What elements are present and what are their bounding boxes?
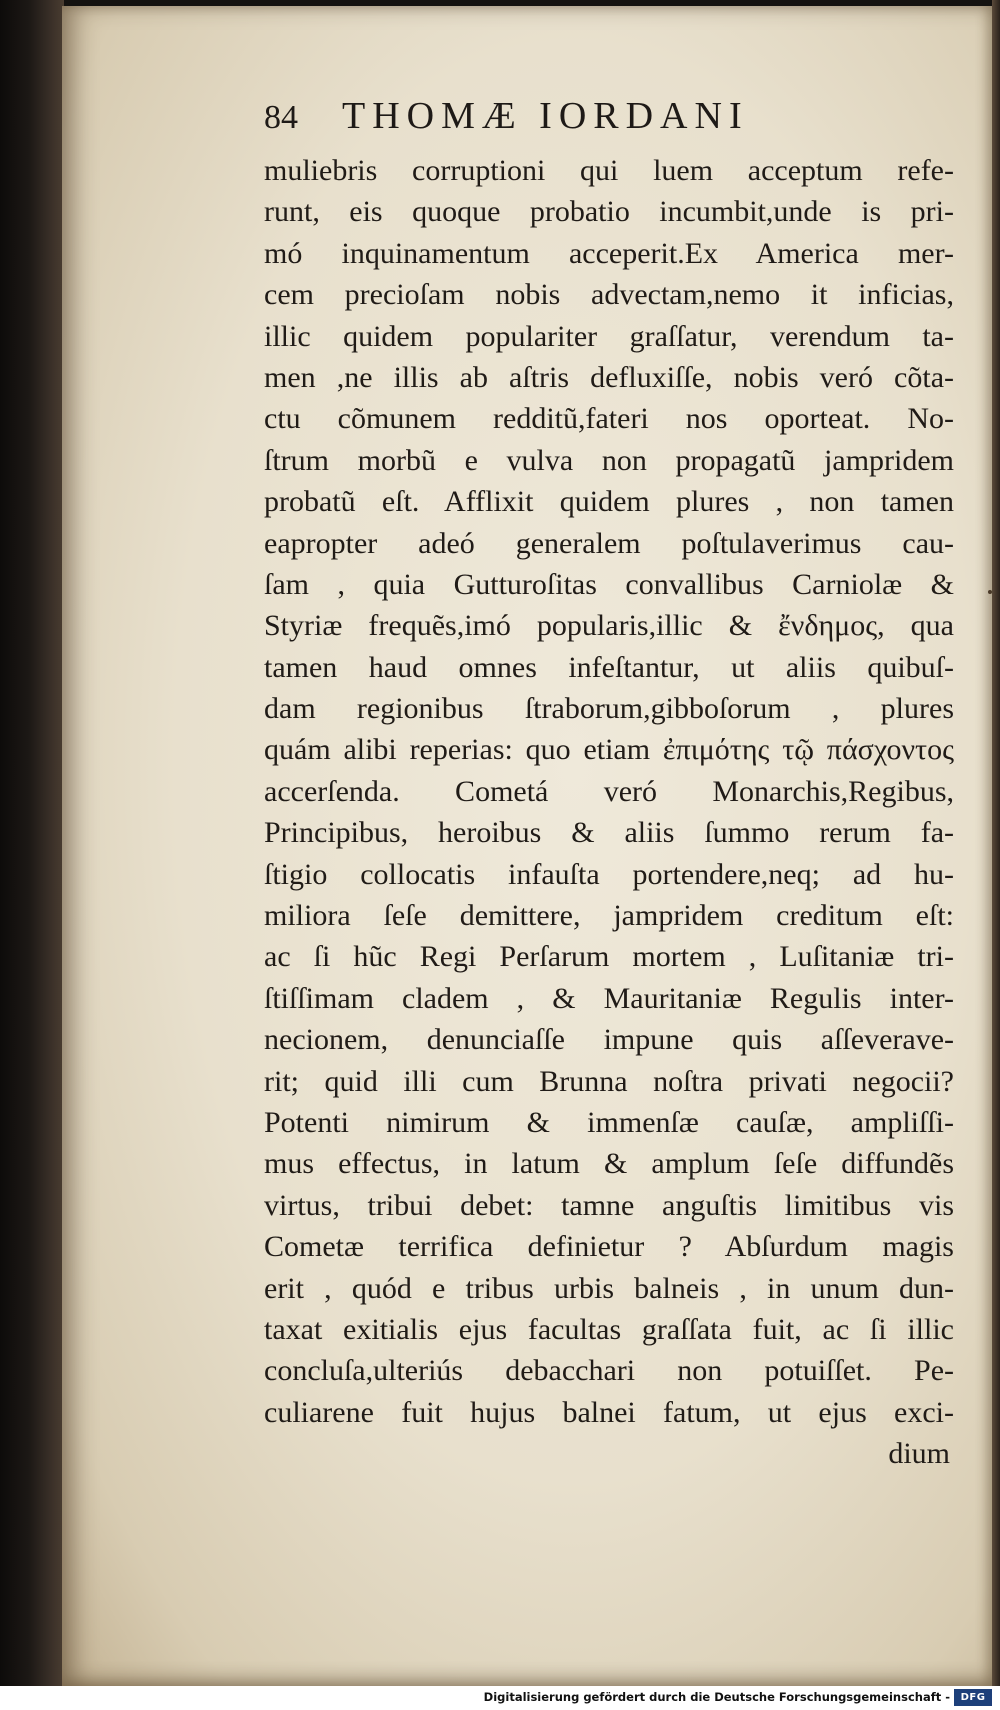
text-line: necionem, denunciaſſe impune quis aſſeverave-	[264, 1023, 954, 1057]
text-line: cem precioſam nobis advectam,nemo it inficias,	[264, 278, 954, 312]
text-line: erit , quód e tribus urbis balneis , in unum dun-	[264, 1271, 954, 1305]
dfg-logo: DFG	[954, 1689, 992, 1706]
text-line: muliebris corruptioni qui luem acceptum refe-	[264, 154, 954, 187]
text-line: accerſenda. Cometá veró Monarchis,Regibus,	[264, 774, 954, 808]
text-line: dam regionibus ſtraborum,gibboſorum , plures	[264, 692, 954, 726]
text-line: probatũ eſt. Afflixit quidem plures , non tamen	[264, 485, 954, 519]
text-line: men ,ne illis ab aſtris defluxiſſe, nobis veró cõta-	[264, 360, 954, 394]
text-line: Cometæ terrifica definietur ? Abſurdum magis	[264, 1230, 954, 1264]
catchword: dium	[888, 1437, 950, 1471]
page-edge	[992, 0, 1000, 1690]
book-spine-shadow	[0, 0, 64, 1710]
funding-credit: Digitalisierung gefördert durch die Deutsche Forschungsgemeinschaft -	[483, 1690, 950, 1704]
text-line: Styriæ frequẽs,imó popularis,illic & ἔνδημος, qua	[264, 609, 954, 643]
text-line: runt, eis quoque probatio incumbit,unde is pri-	[264, 195, 954, 229]
text-line: ſam , quia Gutturoſitas convallibus Carniolæ &	[264, 567, 954, 601]
text-line: Potenti nimirum & immenſæ cauſæ, ampliſſi-	[264, 1105, 954, 1139]
text-line: eapropter adeó generalem poſtulaverimus cau-	[264, 526, 954, 560]
running-head: THOMÆ IORDANI	[342, 95, 749, 137]
body-text	[264, 150, 954, 1475]
text-line: virtus, tribui debet: tamne anguſtis limitibus vis	[264, 1188, 954, 1222]
text-line: concluſa,ulteriús debacchari non potuiſſet. Pe-	[264, 1354, 954, 1388]
text-line: Principibus, heroibus & aliis ſummo rerum fa-	[264, 816, 954, 850]
page-speck	[988, 590, 992, 594]
text-line: mus effectus, in latum & amplum ſeſe diffundẽs	[264, 1147, 954, 1181]
text-line: ctu cõmunem redditũ,fateri nos oporteat. No-	[264, 402, 954, 436]
text-line: quám alibi reperias: quo etiam ἐπιμότης τῷ πάσχοντος	[264, 733, 954, 767]
text-line: tamen haud omnes infeſtantur, ut aliis quibuſ-	[264, 650, 954, 684]
text-line: taxat exitialis ejus facultas graſſata fuit, ac ſi illic	[264, 1312, 954, 1346]
text-line: ſtigio collocatis infauſta portendere,neq; ad hu-	[264, 857, 954, 891]
text-line: illic quidem populariter graſſatur, verendum ta-	[264, 319, 954, 353]
text-line: miliora ſeſe demittere, jampridem creditum eſt:	[264, 899, 954, 933]
text-line: rit; quid illi cum Brunna noſtra privati negocii?	[264, 1064, 954, 1098]
page-header	[264, 94, 964, 138]
text-line: ſtrum morbũ e vulva non propagatũ jampridem	[264, 443, 954, 477]
text-line: ac ſi hũc Regi Perſarum mortem , Luſitaniæ tri-	[264, 940, 954, 974]
digitization-footer	[0, 1686, 1000, 1710]
text-line: ſtiſſimam cladem , & Mauritaniæ Regulis inter-	[264, 981, 954, 1015]
text-line: culiarene fuit hujus balnei fatum, ut ejus exci-	[264, 1395, 954, 1429]
text-line: mó inquinamentum acceperit.Ex America mer-	[264, 236, 954, 270]
page-number: 84	[264, 99, 298, 136]
